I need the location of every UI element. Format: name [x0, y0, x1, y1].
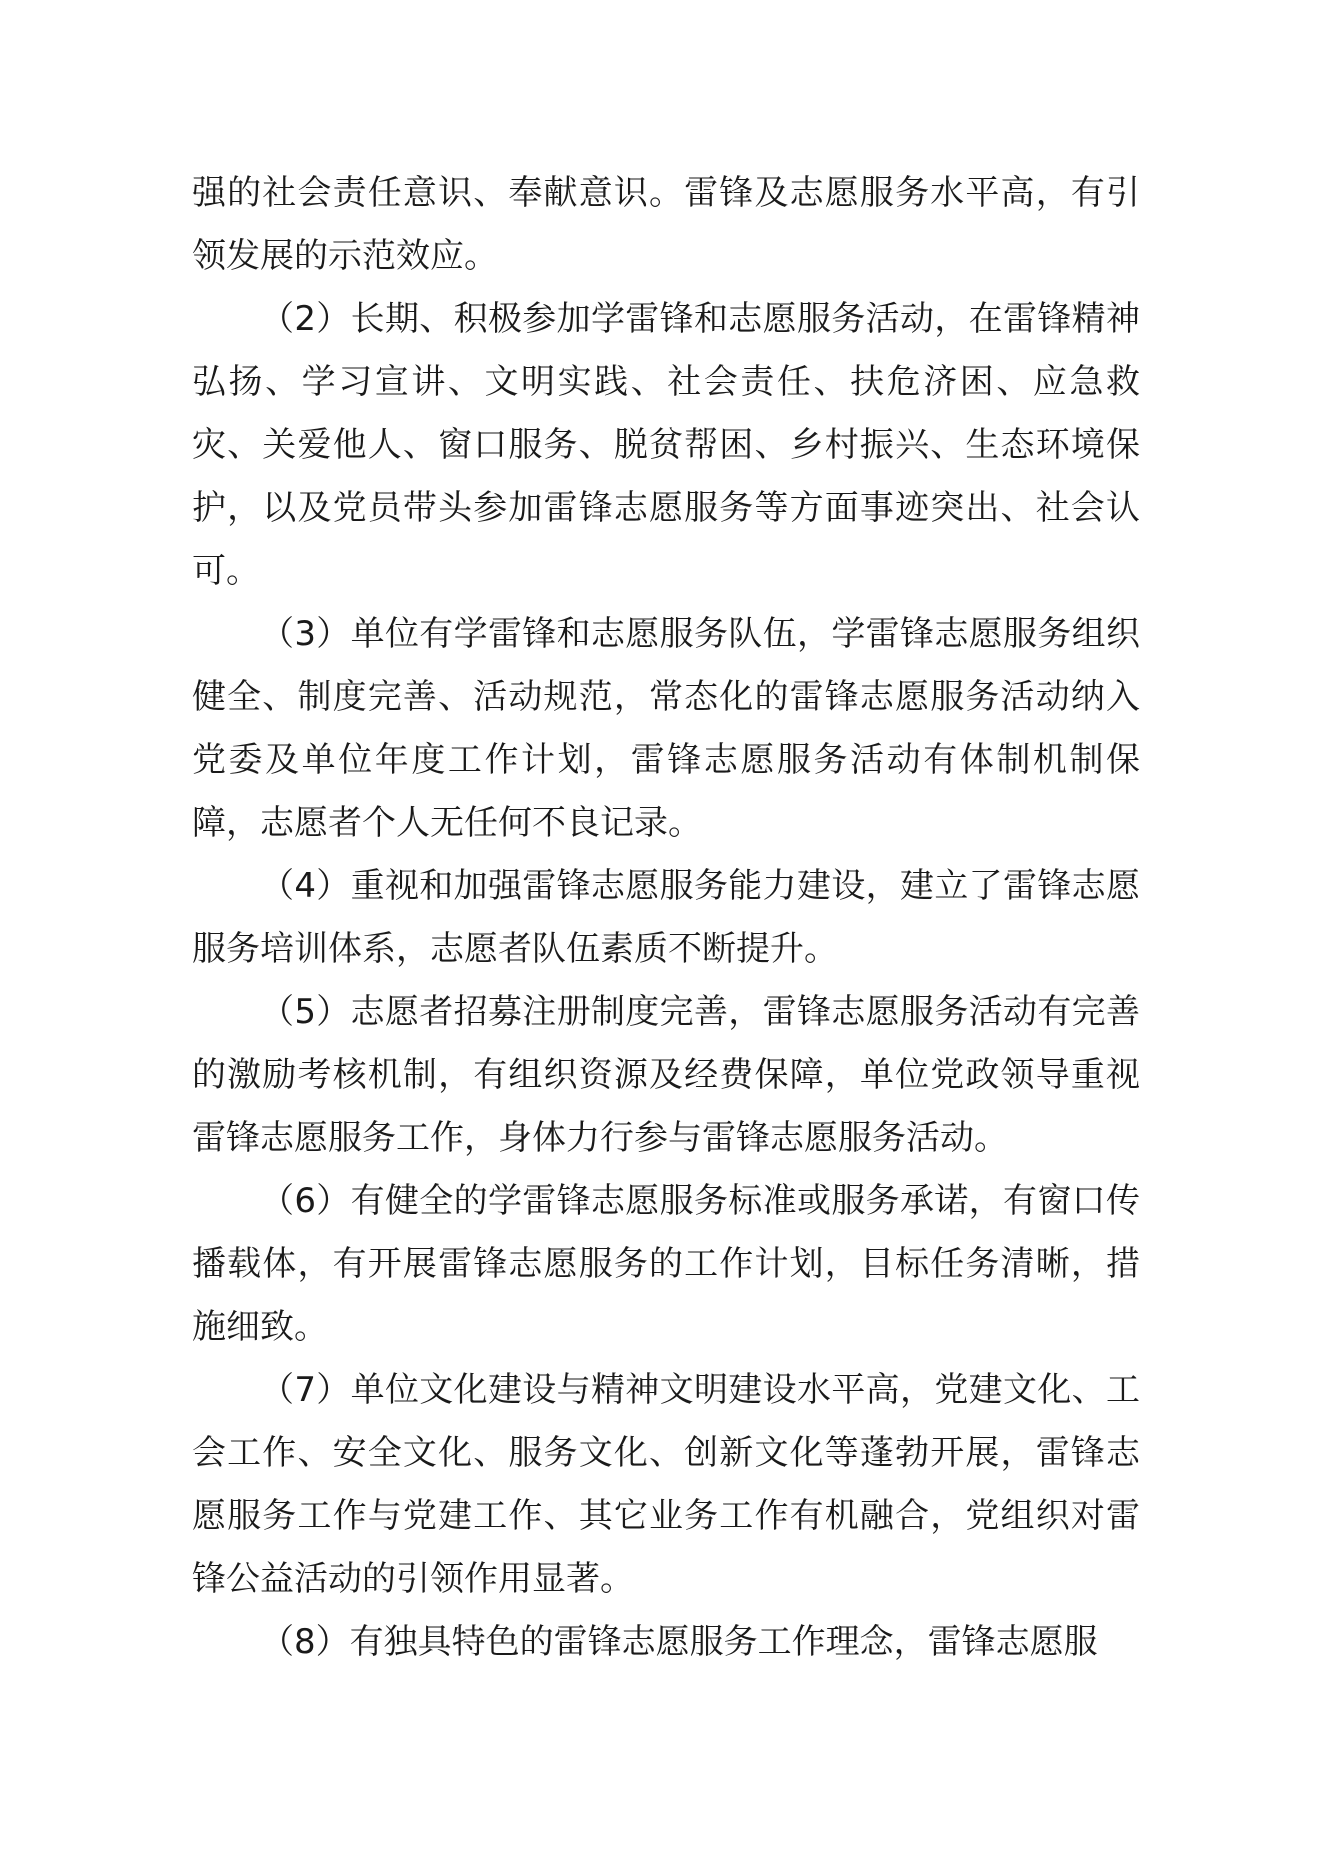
paragraph-item-6: （6）有健全的学雷锋志愿服务标准或服务承诺，有窗口传播载体，有开展雷锋志愿服务的工作计划，目标任务清晰，措施细致。	[192, 1181, 1140, 1347]
paragraph-item-3: （3）单位有学雷锋和志愿服务队伍，学雷锋志愿服务组织健全、制度完善、活动规范，常态化的雷锋志愿服务活动纳入党委及单位年度工作计划，雷锋志愿服务活动有体制机制保障，志愿者个人无任何不良记录。	[192, 614, 1140, 843]
paragraph-item-7: （7）单位文化建设与精神文明建设水平高，党建文化、工会工作、安全文化、服务文化、创新文化等蓬勃开展，雷锋志愿服务工作与党建工作、其它业务工作有机融合，党组织对雷锋公益活动的引领作用显著。	[192, 1370, 1140, 1599]
paragraph-item-5: （5）志愿者招募注册制度完善，雷锋志愿服务活动有完善的激励考核机制，有组织资源及经费保障，单位党政领导重视雷锋志愿服务工作，身体力行参与雷锋志愿服务活动。	[192, 992, 1140, 1158]
paragraph-item-8: （8）有独具特色的雷锋志愿服务工作理念，雷锋志愿服	[260, 1622, 1098, 1662]
document-body	[192, 162, 1140, 1674]
paragraph-item-4: （4）重视和加强雷锋志愿服务能力建设，建立了雷锋志愿服务培训体系，志愿者队伍素质不断提升。	[192, 866, 1140, 969]
paragraph-continuation: 强的社会责任意识、奉献意识。雷锋及志愿服务水平高，有引领发展的示范效应。	[192, 173, 1140, 276]
paragraph-item-2: （2）长期、积极参加学雷锋和志愿服务活动，在雷锋精神弘扬、学习宣讲、文明实践、社会责任、扶危济困、应急救灾、关爱他人、窗口服务、脱贫帮困、乡村振兴、生态环境保护，以及党员带头参加雷锋志愿服务等方面事迹突出、社会认可。	[192, 299, 1140, 591]
